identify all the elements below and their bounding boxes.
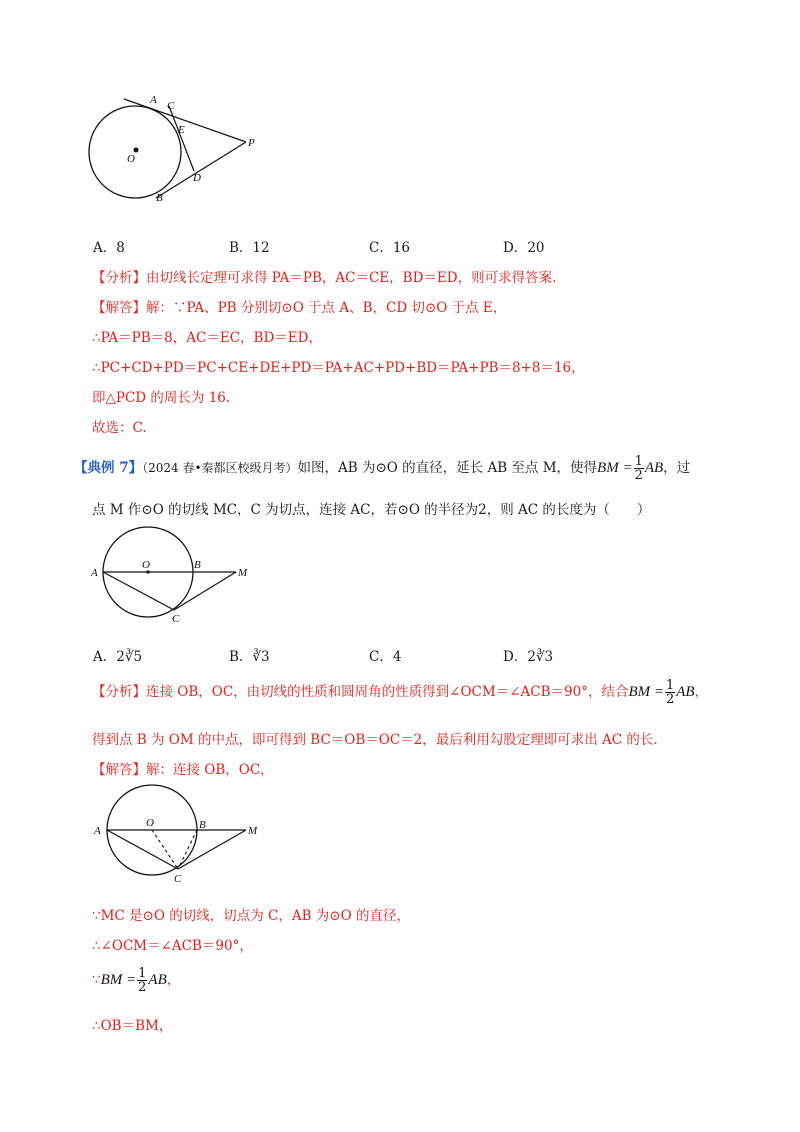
option-b: B．12	[229, 240, 270, 256]
dashed-oc	[152, 830, 178, 869]
answer-text-1: 解：∵PA、PB 分别切⊙O 于点 A、B，CD 切⊙O 于点 E，	[146, 300, 507, 316]
option-c: C．16	[369, 240, 411, 256]
example7-analysis-text1: 连接 OB，OC，由切线的性质和圆周角的性质得到∠OCM＝∠ACB＝90°，结合	[146, 684, 629, 700]
answer-line-4: 即△PCD 的周长为 16.	[92, 390, 231, 406]
tangent-pa	[124, 99, 246, 142]
example7-answer-line1: ∵MC 是⊙O 的切线，切点为 C，AB 为⊙O 的直径，	[92, 908, 410, 924]
frac-den: 2	[634, 468, 643, 483]
analysis-comma: ，	[694, 684, 709, 700]
answer-line-5: 故选：C.	[92, 420, 147, 436]
answer-line-3: ∴PC+CD+PD＝PC+CE+DE+PD＝PA+AC+PD+BD＝PA+PB＝8+8＝16，	[92, 360, 585, 376]
tangent-pb	[156, 142, 246, 198]
tangent-circle-diagram	[84, 88, 274, 210]
example7-diagram	[86, 524, 266, 628]
analysis-ab: AB	[676, 684, 695, 700]
answer-fraction	[137, 967, 147, 994]
label-m-2: M	[238, 567, 248, 579]
answer-tag: 【解答】	[92, 300, 146, 316]
analysis-text: 由切线长定理可求得 PA＝PB，AC＝CE，BD＝ED，则可求得答案.	[146, 270, 557, 286]
analysis-frac-num: 1	[665, 678, 675, 693]
example7-analysis-line2: 得到点 B 为 OM 的中点，即可得到 BC＝OB＝OC＝2，最后利用勾股定理即可求出 AC 的长.	[92, 732, 658, 748]
option-a: A．8	[93, 240, 125, 256]
label-o: O	[127, 153, 135, 165]
example7-answer-line4: ∴OB＝BM，	[92, 1018, 173, 1034]
frac-num: 1	[634, 454, 643, 469]
line-ac-3	[107, 830, 178, 869]
answer-because: ∵	[92, 972, 101, 988]
stem-bm: BM =	[597, 460, 633, 476]
answer-frac-den: 2	[138, 980, 147, 995]
label-e: E	[178, 124, 185, 136]
label-a-2: A	[91, 567, 98, 579]
answer-line-2: ∴PA＝PB＝8，AC＝EC，BD＝ED，	[92, 330, 322, 346]
example7-answer-line2: ∴∠OCM＝∠ACB＝90°，	[92, 938, 253, 954]
example7-answer-intro	[92, 758, 274, 778]
example7-tag: 【典例 7】	[74, 460, 143, 476]
example7-option-b: B．∛3	[229, 649, 270, 665]
stem-ab: AB	[644, 460, 664, 476]
answer-comma: ，	[166, 972, 181, 988]
example7-stem-line1	[74, 450, 690, 486]
analysis-frac-den: 2	[665, 692, 675, 707]
option-d: D．20	[503, 240, 545, 256]
line-mc-3	[178, 830, 246, 869]
example7-solution-diagram	[86, 782, 266, 888]
stem-tail: ，过	[663, 460, 691, 476]
analysis-bm: BM =	[628, 684, 664, 700]
example7-stem-line2: 点 M 作⊙O 的切线 MC，C 为切点，连接 AC，若⊙O 的半径为2，则 AC 的长度为（ ）	[92, 502, 651, 518]
example7-answer-intro-text: 解：连接 OB，OC，	[146, 762, 274, 778]
example7-stem-text: 如图，AB 为⊙O 的直径，延长 AB 至点 M，使得	[297, 460, 598, 476]
example7-source: （2024 春•秦都区校级月考）	[142, 461, 298, 475]
answer-frac-num: 1	[138, 966, 147, 981]
example7-answer-line3	[92, 962, 180, 998]
example7-analysis-line1	[92, 674, 708, 710]
label-a: A	[150, 94, 157, 106]
label-b-3: B	[199, 819, 206, 831]
center-point	[134, 148, 139, 153]
label-o-3: O	[146, 817, 154, 829]
label-m-3: M	[248, 825, 258, 837]
example7-option-d: D．2∛3	[503, 649, 554, 665]
example7-option-a: A．2∛5	[93, 649, 143, 665]
label-c: C	[167, 100, 175, 112]
label-c-2: C	[172, 613, 180, 625]
label-b: B	[156, 192, 163, 204]
analysis-line	[92, 266, 556, 286]
answer-ab: AB	[148, 972, 167, 988]
tangent-cd	[169, 106, 194, 171]
answer-bm: BM =	[100, 972, 137, 988]
stem-fraction	[634, 455, 644, 482]
analysis-fraction	[665, 679, 675, 706]
label-p: P	[248, 137, 255, 149]
example7-analysis-tag: 【分析】	[92, 684, 146, 700]
label-o-2: O	[142, 559, 150, 571]
label-d: D	[193, 172, 201, 184]
analysis-tag: 【分析】	[92, 270, 146, 286]
example7-option-c: C．4	[369, 649, 402, 665]
label-c-3: C	[174, 873, 182, 885]
answer-line-1	[92, 296, 506, 316]
example7-answer-tag: 【解答】	[92, 762, 146, 778]
label-a-3: A	[94, 825, 101, 837]
label-b-2: B	[194, 559, 201, 571]
line-mc	[174, 572, 236, 610]
line-ac	[103, 572, 174, 610]
